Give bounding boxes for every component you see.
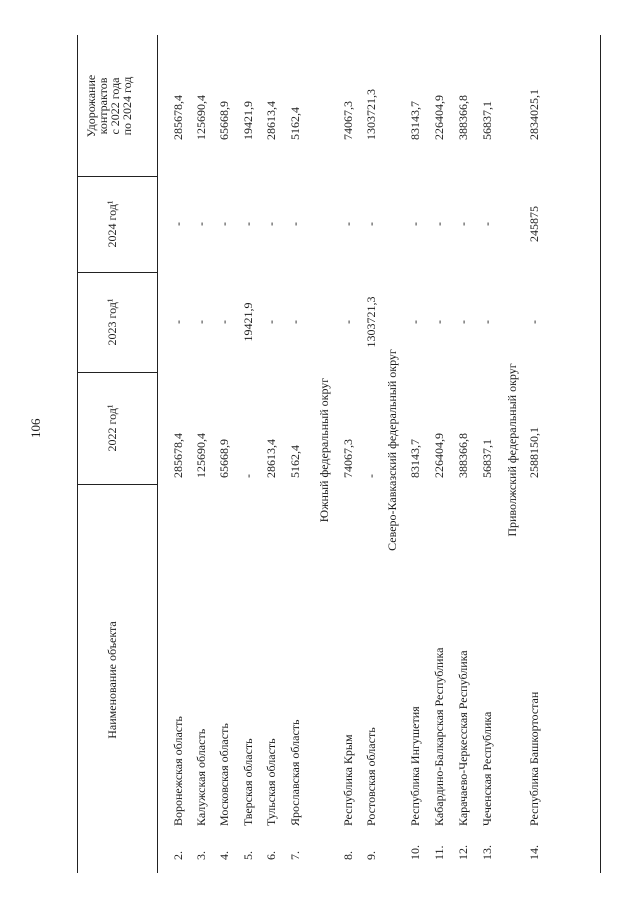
value-2023: - <box>480 320 494 324</box>
value-increase: 388366,8 <box>456 95 470 140</box>
value-2024: - <box>480 222 494 226</box>
row-number: 3. <box>194 851 208 860</box>
row-name: Воронежская область <box>171 716 185 826</box>
value-2022: 74067,3 <box>341 439 355 478</box>
row-name: Кабардино-Балкарская Республика <box>432 647 446 826</box>
value-2022: 226404,9 <box>432 433 446 478</box>
value-2022: 125690,4 <box>194 433 208 478</box>
value-increase: 83143,7 <box>408 101 422 140</box>
row-name: Чеченская Республика <box>480 711 494 826</box>
row-name: Тульская область <box>264 738 278 826</box>
row-number: 9. <box>364 851 378 860</box>
row-name: Московская область <box>217 723 231 826</box>
table-top-rule <box>77 35 78 873</box>
row-number: 8. <box>341 851 355 860</box>
value-2024: - <box>241 222 255 226</box>
value-2024: - <box>408 222 422 226</box>
value-2024: - <box>341 222 355 226</box>
value-2023: - <box>341 320 355 324</box>
table-bottom-rule <box>600 35 601 873</box>
value-increase: 56837,1 <box>480 101 494 140</box>
row-number: 13. <box>480 845 494 860</box>
header-2023: 2023 год¹ <box>105 298 119 346</box>
value-2024: - <box>171 222 185 226</box>
value-increase: 19421,9 <box>241 101 255 140</box>
value-2023: - <box>527 320 541 324</box>
value-2022: 83143,7 <box>408 439 422 478</box>
value-increase: 65668,9 <box>217 101 231 140</box>
value-2023: 19421,9 <box>241 302 255 342</box>
row-number: 5. <box>241 851 255 860</box>
value-increase: 1303721,3 <box>364 89 378 140</box>
value-2023: - <box>194 320 208 324</box>
row-number: 14. <box>527 845 541 860</box>
header-2024: 2024 год¹ <box>105 200 119 248</box>
value-2024: - <box>456 222 470 226</box>
value-2022: 5162,4 <box>288 445 302 478</box>
header-increase <box>85 75 133 137</box>
value-increase: 125690,4 <box>194 95 208 140</box>
value-increase: 285678,4 <box>171 95 185 140</box>
value-2022: 2588150,1 <box>527 427 541 478</box>
page-number: 106 <box>28 418 43 438</box>
row-name: Ярославская область <box>288 719 302 826</box>
header-increase-line: по 2024 год <box>120 76 134 136</box>
header-2022: 2022 год¹ <box>105 404 119 452</box>
header-increase-line: контрактов <box>96 77 110 135</box>
row-number: 10. <box>408 845 422 860</box>
value-2024: - <box>264 222 278 226</box>
value-increase: 28613,4 <box>264 101 278 140</box>
value-2022: 388366,8 <box>456 433 470 478</box>
value-increase: 5162,4 <box>288 107 302 140</box>
value-2022: - <box>364 474 378 478</box>
value-2023: 1303721,3 <box>364 296 378 348</box>
section-heading: Северо-Кавказский федеральный округ <box>385 349 399 551</box>
value-2022: 56837,1 <box>480 439 494 478</box>
value-2022: 65668,9 <box>217 439 231 478</box>
value-2023: - <box>432 320 446 324</box>
value-2022: - <box>241 474 255 478</box>
value-2024: - <box>432 222 446 226</box>
value-2024: - <box>288 222 302 226</box>
value-2023: - <box>456 320 470 324</box>
value-2024: - <box>364 222 378 226</box>
header-bottom-rule <box>157 35 158 873</box>
row-name: Республика Башкортостан <box>527 691 541 826</box>
value-increase: 74067,3 <box>341 101 355 140</box>
row-name: Тверская область <box>241 738 255 826</box>
row-name: Ростовская область <box>364 727 378 826</box>
header-increase-line: Удорожание <box>84 74 98 138</box>
value-increase: 2834025,1 <box>527 89 541 140</box>
header-separator-3 <box>77 372 157 373</box>
value-2023: - <box>288 320 302 324</box>
header-separator-2 <box>77 272 157 273</box>
section-heading: Южный федеральный округ <box>317 377 331 523</box>
header-separator-1 <box>77 176 157 177</box>
row-number: 2. <box>171 851 185 860</box>
value-2024: - <box>217 222 231 226</box>
value-2023: - <box>171 320 185 324</box>
section-heading: Приволжский федеральный округ <box>505 363 519 537</box>
row-name: Республика Крым <box>341 734 355 826</box>
header-separator-4 <box>77 484 157 485</box>
header-increase-line: с 2022 года <box>108 77 122 135</box>
row-number: 11. <box>432 845 446 860</box>
value-2024: - <box>194 222 208 226</box>
value-2024: 245875 <box>527 206 541 242</box>
value-2022: 285678,4 <box>171 433 185 478</box>
row-name: Республика Ингушетия <box>408 706 422 826</box>
row-name: Калужская область <box>194 728 208 826</box>
row-name: Карачаево-Черкесская Республика <box>456 650 470 826</box>
value-2023: - <box>264 320 278 324</box>
header-name: Наименование объекта <box>105 621 119 739</box>
row-number: 6. <box>264 851 278 860</box>
row-number: 4. <box>217 851 231 860</box>
value-2023: - <box>408 320 422 324</box>
row-number: 7. <box>288 851 302 860</box>
value-increase: 226404,9 <box>432 95 446 140</box>
value-2022: 28613,4 <box>264 439 278 478</box>
value-2023: - <box>217 320 231 324</box>
row-number: 12. <box>456 845 470 860</box>
